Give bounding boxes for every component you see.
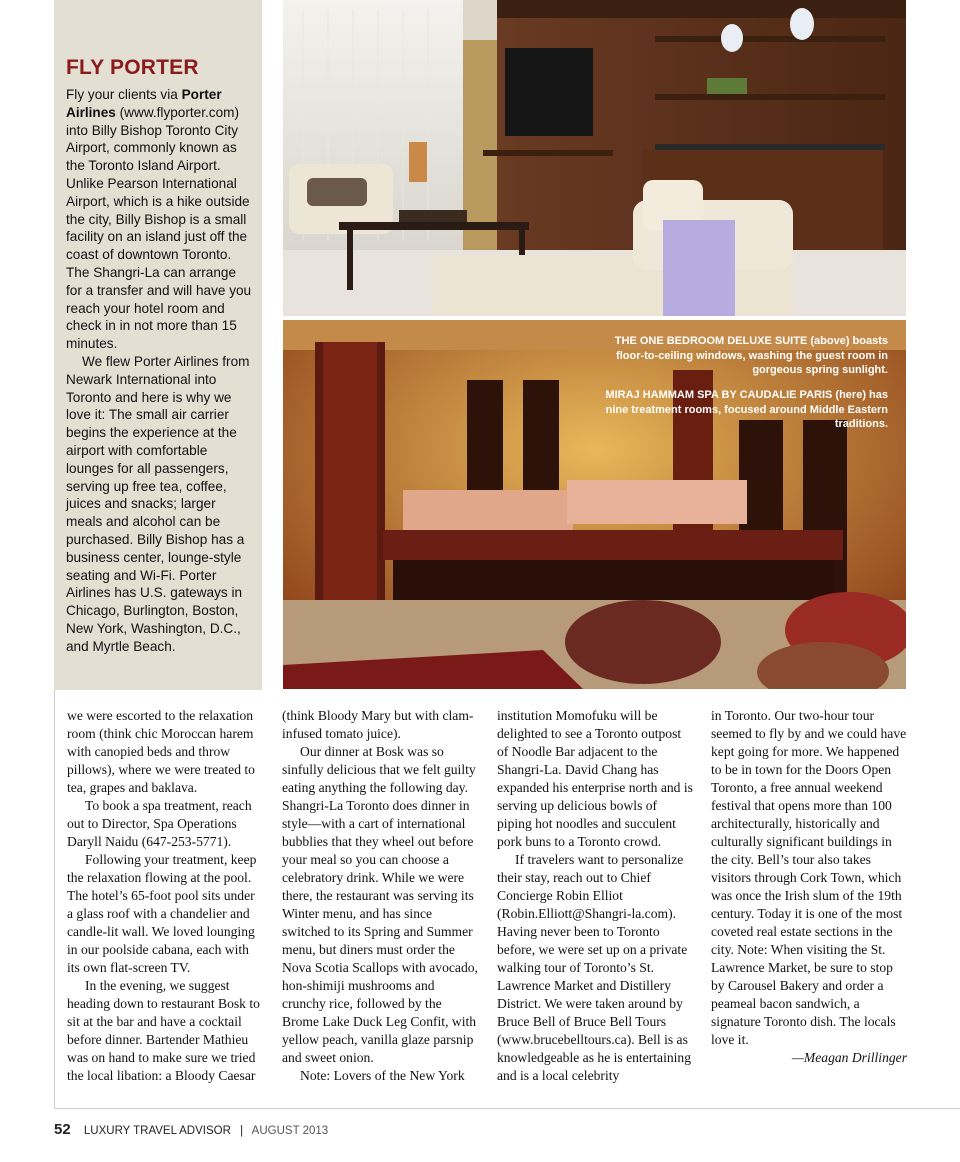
suite-illustration (283, 0, 906, 316)
suite-caption: THE ONE BEDROOM DELUXE SUITE (above) boasts floor-to-ceiling windows, washing the guest room in gorgeous spring sunlight. (614, 335, 888, 376)
sidebar-title: FLY PORTER (66, 56, 199, 79)
article-paragraph: institution Momofuku will be delighted to see a Toronto outpost of Noodle Bar adjacent to the Shangri-La. David Chang has expanded his enterprise north and is serving up delicious bowls of piping hot noodles and succulent pork buns to a Toronto crowd. (497, 708, 693, 849)
article-paragraph: Note: Lovers of the New York (300, 1068, 465, 1083)
spa-caption: MIRAJ HAMMAM SPA BY CAUDALIE PARIS (here) has nine treatment rooms, focused around Middle Eastern traditions. (605, 389, 888, 430)
article-column-4 (711, 707, 907, 1067)
article-column-1 (67, 707, 263, 1085)
author-byline: —Meagan Drillinger (791, 1050, 907, 1065)
article-paragraph: in Toronto. Our two-hour tour seemed to fly by and we could have kept going for more. We happened to be in town for the Doors Open Toronto, a free annual weekend festival that opens more than 100 architecturally, historically and culturally significant buildings in the city. Bell’s tour also takes visitors through Cork Town, which was once the Irish slum of the 19th century. Today it is one of the most coveted real estate sections in the city. Note: When visiting the St. Lawrence Market, be sure to stop by Carousel Bakery and order a peameal bacon sandwich, a signature Toronto dish. The locals love it. (711, 708, 907, 1047)
page-footer (54, 1121, 328, 1138)
footer-rule (54, 1108, 960, 1109)
article-paragraph: If travelers want to personalize their stay, reach out to Chief Concierge Robin Elliot (Robin.Elliott@Shangri-la.com). Having never been to Toronto before, we were set up on a private walking tour of Toronto’s St. Lawrence Market and Distillery District. We were taken around by Bruce Bell of Bruce Bell Tours (www.brucebelltours.ca). Bell is as knowledgeable as he is entertaining and is a local celebrity (497, 852, 692, 1083)
suite-photo (283, 0, 906, 316)
article-column-2 (282, 707, 478, 1085)
column-divider-left (54, 690, 55, 1108)
issue-date: AUGUST 2013 (251, 1125, 329, 1137)
article-paragraph: In the evening, we suggest heading down to restaurant Bosk to sit at the bar and have a cocktail before dinner. Bartender Mathieu was on hand to make sure we tried the local libation: a Bloody Caesar (67, 978, 260, 1083)
article-paragraph: we were escorted to the relaxation room (think chic Moroccan harem with canopied beds and throw pillows), where we were treated to tea, grapes and baklava. (67, 708, 255, 795)
spa-photo (283, 320, 906, 689)
sidebar-paragraph-2: We flew Porter Airlines from Newark International into Toronto and here is why we love it: The small air carrier begins the experience at the airport with comfortable lounges for all passengers, serving up free tea, coffee, juices and snacks; larger meals and alcohol can be purchased. Billy Bishop has a business center, lounge-style seating and Wi-Fi. Porter Airlines has U.S. gateways in Chicago, Burlington, Boston, New York, Washington, D.C., and Myrtle Beach. (66, 353, 250, 654)
sidebar-fly-porter (54, 0, 262, 690)
article-paragraph: Our dinner at Bosk was so sinfully delicious that we felt guilty eating anything the following day. Shangri-La Toronto does dinner in style—with a cart of international bubblies that they wheel out before your meal so you can choose a celebratory drink. While we were there, the restaurant was serving its Winter menu, and has since switched to its Spring and Summer menu, but diners must order the Nova Scotia Scallops with avocado, hon-shimiji mushrooms and crunchy rice, followed by the Brome Lake Duck Leg Confit, with yellow peach, vanilla glaze parsnip and sweet onion. (282, 744, 478, 1065)
article-paragraph: Following your treatment, keep the relaxation flowing at the pool. The hotel’s 65-foot pool sits under a glass roof with a chandelier and candle-lit wall. We loved lounging in our poolside cabana, each with its own flat-screen TV. (67, 852, 257, 975)
article-paragraph: To book a spa treatment, reach out to Director, Spa Operations Daryll Naidu (647-253-5771). (67, 798, 252, 849)
porter-airlines-bold: Porter Airlines (66, 87, 222, 120)
footer-separator: | (240, 1125, 244, 1137)
publication-name: LUXURY TRAVEL ADVISOR (83, 1125, 231, 1137)
sidebar-paragraph-1: Fly your clients via Porter Airlines (www.flyporter.com) into Billy Bishop Toronto City Airport, commonly known as the Toronto Island Airport. Unlike Pearson International Airport, which is a hike outside the city, Billy Bishop is a small facility on an island just off the coast of downtown Toronto. The Shangri-La can arrange for a transfer and will have you reach your hotel room and check in in not more than 15 minutes. (66, 87, 252, 352)
article-paragraph: (think Bloody Mary but with clam-infused tomato juice). (282, 708, 474, 741)
article-column-3 (497, 707, 693, 1085)
page-number: 52 (54, 1121, 71, 1138)
